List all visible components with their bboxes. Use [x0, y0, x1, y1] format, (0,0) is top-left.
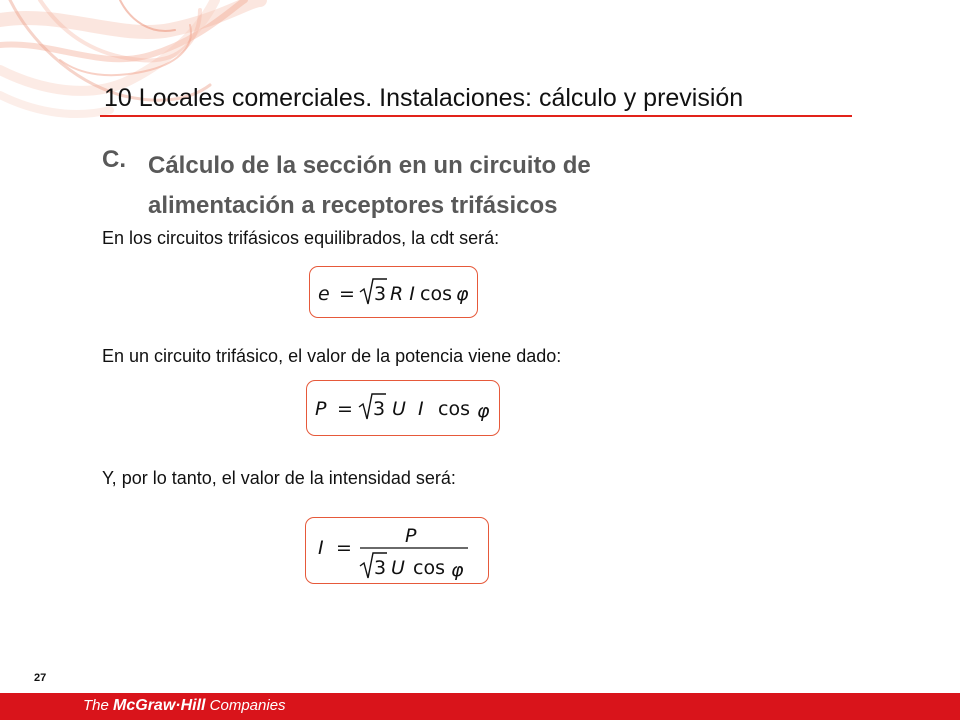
formula-lhs: e [318, 283, 330, 305]
formula-equals: = [337, 398, 353, 420]
page-number: 27 [34, 672, 47, 684]
formula-power [306, 380, 500, 436]
paragraph-current: Y, por lo tanto, el valor de la intensidad será: [102, 468, 456, 488]
formula-current [305, 517, 489, 584]
logo-the: The [83, 697, 109, 714]
paragraph-voltage-drop: En los circuitos trifásicos equilibrados, la cdt será: [102, 228, 500, 248]
formula-root: 3 [374, 557, 387, 579]
formula-lhs: P [315, 398, 327, 420]
formula-numerator: P [405, 525, 417, 547]
formula-terms: U [391, 557, 405, 579]
section-title-line1: Cálculo de la sección en un circuito de [148, 152, 591, 179]
formula-var: φ [477, 400, 490, 422]
formula-cos: cos [420, 283, 452, 305]
formula-lhs: I [318, 537, 324, 559]
section-letter: C. [102, 146, 126, 173]
logo-companies: Companies [209, 697, 286, 714]
publisher-logo [83, 697, 286, 715]
title-underline [100, 115, 852, 117]
formula-var: φ [451, 559, 464, 581]
formula-terms: R I [390, 283, 415, 305]
slide-title: 10 Locales comerciales. Instalaciones: cálculo y previsión [104, 84, 744, 112]
paragraph-power: En un circuito trifásico, el valor de la potencia viene dado: [102, 346, 562, 366]
formula-root: 3 [373, 398, 386, 420]
formula-terms: U I [392, 398, 424, 420]
formula-var: φ [456, 283, 469, 305]
logo-brand: McGraw·Hill [113, 697, 206, 714]
formula-cos: cos [413, 557, 445, 579]
section-title [148, 146, 788, 226]
section-title-line2: alimentación a receptores trifásicos [148, 192, 558, 219]
formula-voltage-drop [309, 266, 478, 318]
formula-equals: = [339, 283, 355, 305]
formula-root: 3 [374, 283, 387, 305]
formula-cos: cos [438, 398, 470, 420]
footer-bar [0, 693, 960, 720]
formula-equals: = [336, 537, 352, 559]
